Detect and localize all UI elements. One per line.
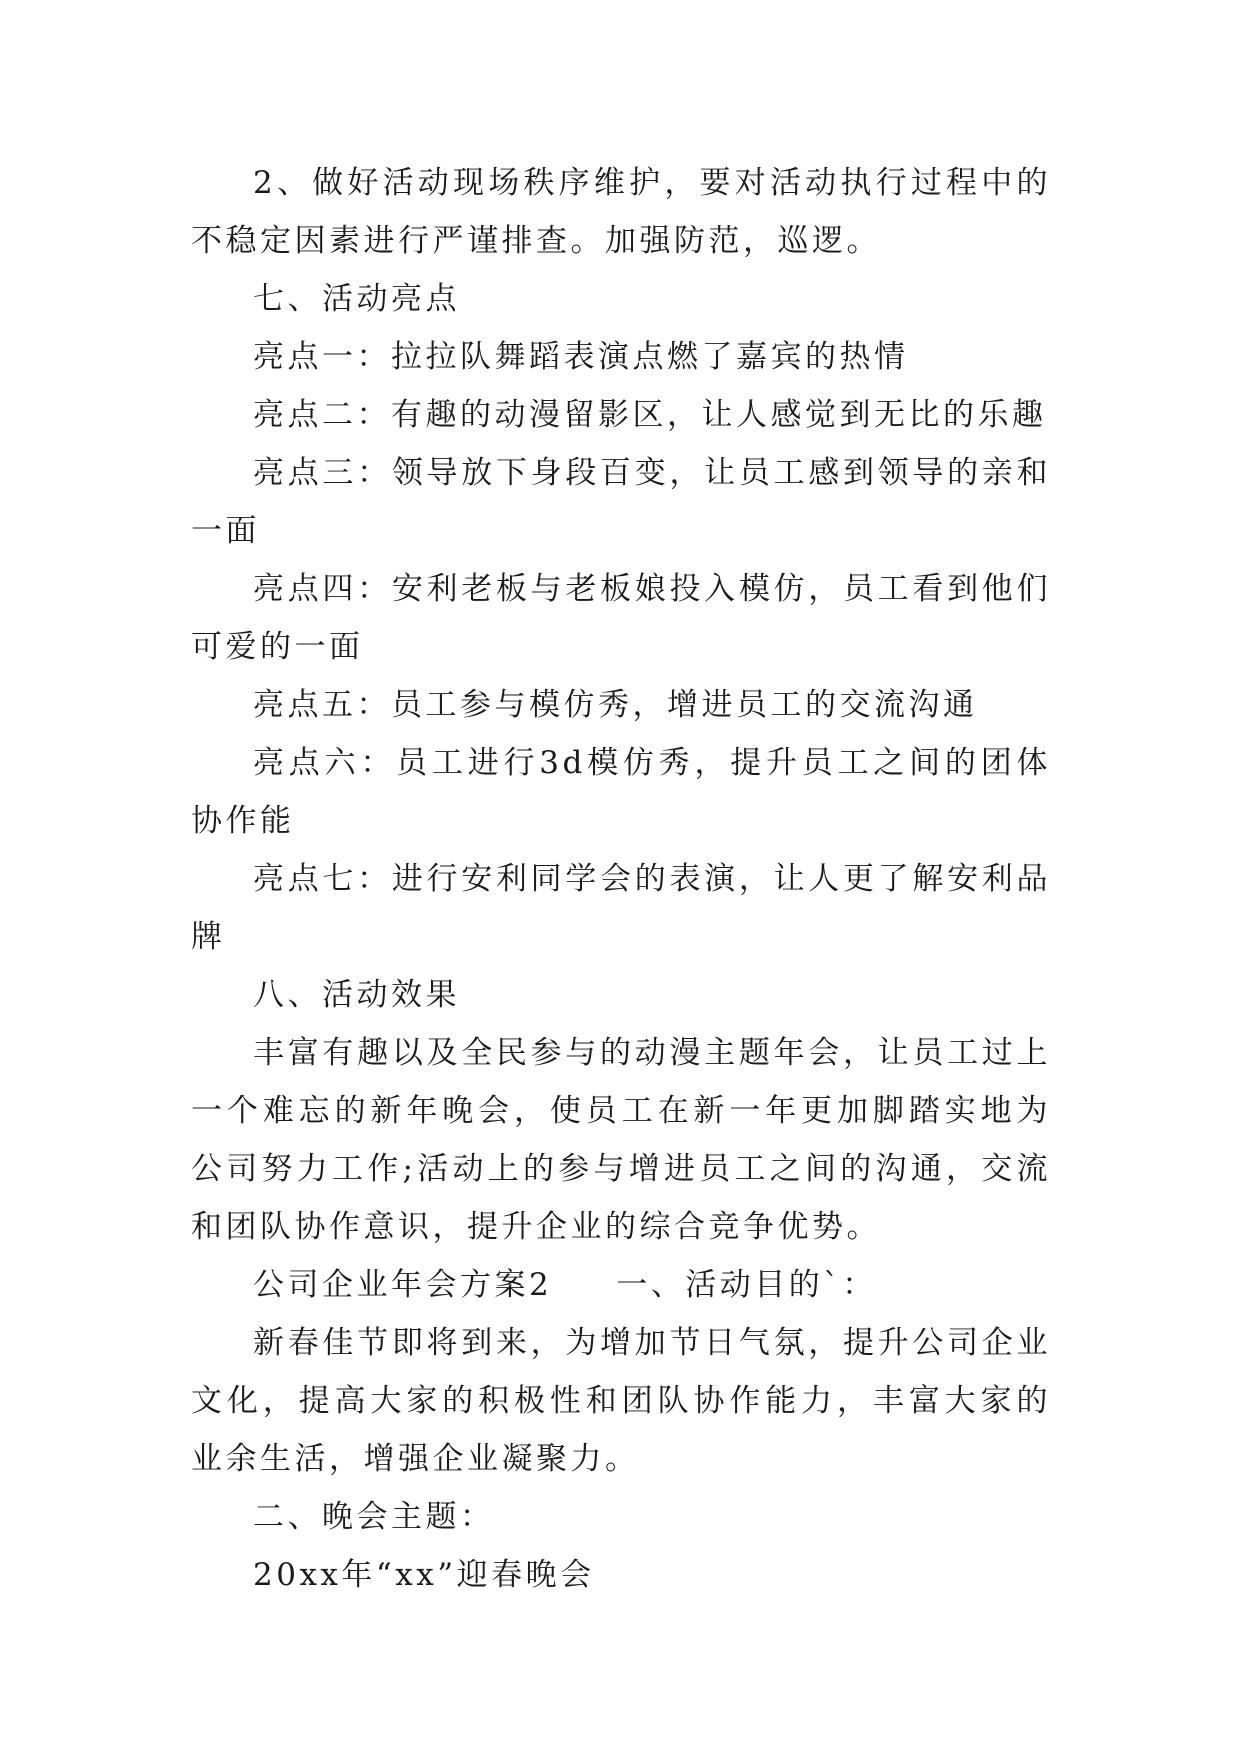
- heading-activity-purpose: 一、活动目的`：: [616, 1267, 877, 1303]
- heading-activity-highlights: 七、活动亮点: [253, 281, 460, 317]
- highlight-3: 亮点三：领导放下身段百变，让员工感到领导的亲和一面: [191, 455, 1051, 549]
- paragraph-gala-theme: 20xx年“xx”迎春晚会: [253, 1557, 595, 1593]
- highlight-1: 亮点一：拉拉队舞蹈表演点燃了嘉宾的热情: [253, 339, 909, 375]
- highlight-5: 亮点五：员工参与模仿秀，增进员工的交流沟通: [253, 687, 978, 723]
- heading-gala-theme: 二、晚会主题：: [253, 1499, 495, 1535]
- paragraph-activity-effect: 丰富有趣以及全民参与的动漫主题年会，让员工过上一个难忘的新年晚会，使员工在新一年更加脚踏实地为公司努力工作;活动上的参与增进员工之间的沟通，交流和团队协作意识，提升企业的综合竞争优势。: [191, 1035, 1051, 1245]
- highlight-2: 亮点二：有趣的动漫留影区，让人感觉到无比的乐趣: [253, 397, 1047, 433]
- heading-activity-effect: 八、活动效果: [253, 977, 460, 1013]
- section-title-plan-2: [191, 1256, 1051, 1314]
- plan-2-title: 公司企业年会方案2: [253, 1267, 553, 1303]
- paragraph-order-maintenance: 2、做好活动现场秩序维护，要对活动执行过程中的不稳定因素进行严谨排查。加强防范，巡逻。: [191, 165, 1051, 259]
- highlight-6: 亮点六：员工进行3d模仿秀，提升员工之间的团体协作能: [191, 745, 1051, 839]
- paragraph-activity-purpose: 新春佳节即将到来，为增加节日气氛，提升公司企业文化，提高大家的积极性和团队协作能力，丰富大家的业余生活，增强企业凝聚力。: [191, 1325, 1051, 1477]
- highlight-7: 亮点七：进行安利同学会的表演，让人更了解安利品牌: [191, 861, 1051, 955]
- document-body: [191, 154, 1051, 1604]
- highlight-4: 亮点四：安利老板与老板娘投入模仿，员工看到他们可爱的一面: [191, 571, 1051, 665]
